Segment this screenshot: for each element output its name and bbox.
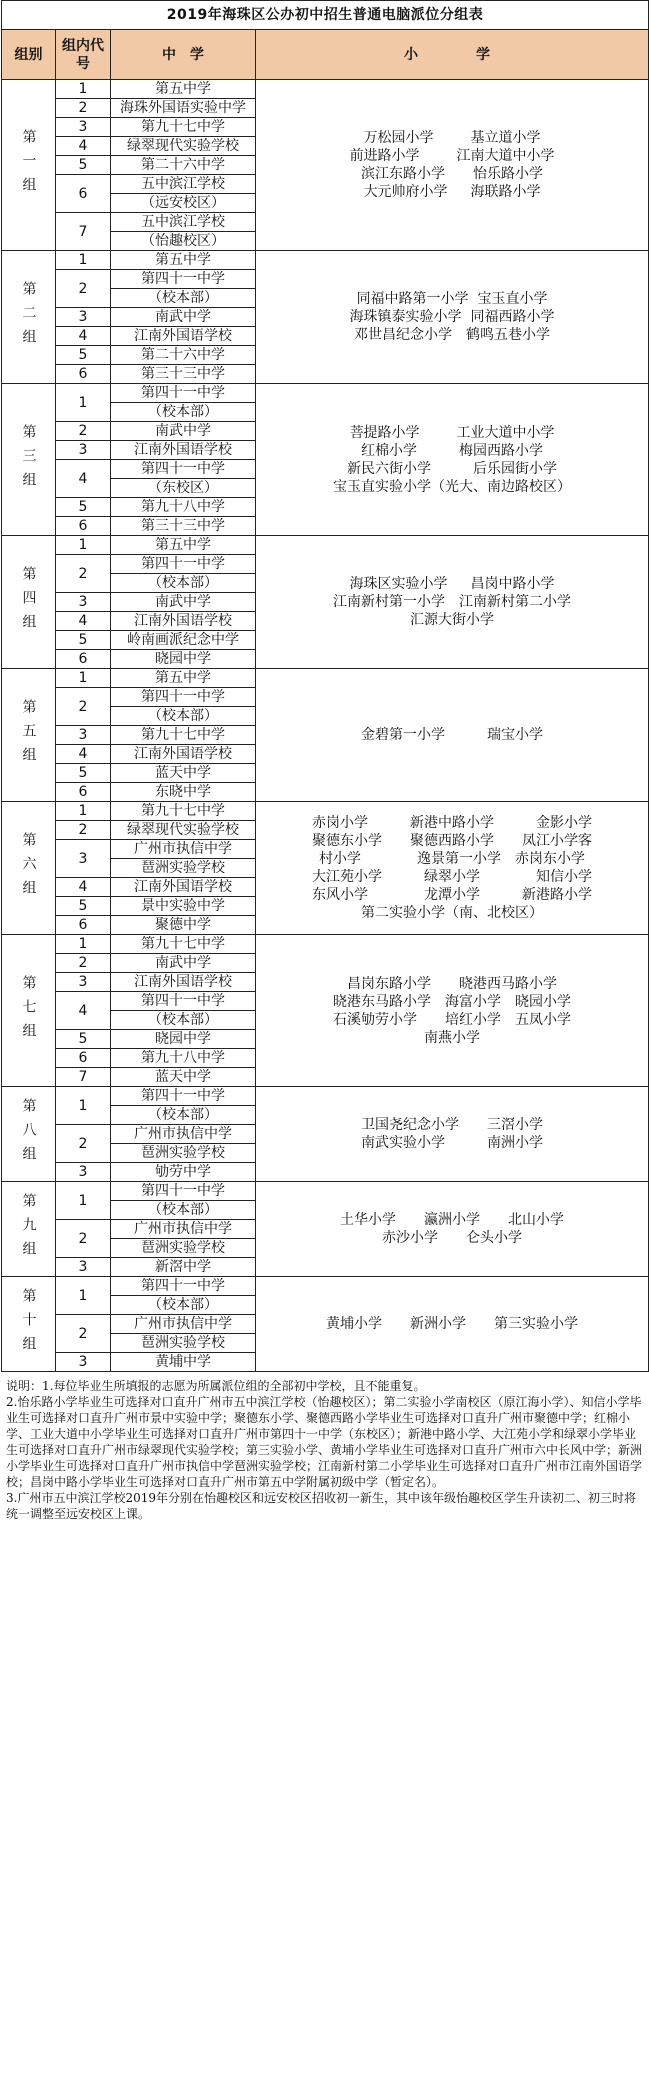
table-row xyxy=(2,1277,649,1296)
primary-school-line: 赤沙小学 仑头小学 xyxy=(382,1230,523,1246)
school-code: 1 xyxy=(56,1182,111,1220)
middle-school-name: 第九十七中学 xyxy=(111,726,256,745)
table-row xyxy=(2,384,649,403)
middle-school-name: 琶洲实验学校 xyxy=(111,1239,256,1258)
header-middle-school: 中 学 xyxy=(111,30,256,80)
header-group: 组别 xyxy=(2,30,56,80)
middle-school-name: 第四十一中学 xyxy=(111,1182,256,1201)
primary-school-line: 南武实验小学 南洲小学 xyxy=(361,1135,544,1151)
school-code: 7 xyxy=(56,1068,111,1087)
middle-school-name: 新滘中学 xyxy=(111,1258,256,1277)
group-label: 第三组 xyxy=(2,384,56,536)
middle-school-name: （校本部） xyxy=(111,1201,256,1220)
primary-school-line: 东风小学 龙潭小学 新港路小学 xyxy=(312,887,593,903)
note-paragraph: 说明：1.每位毕业生所填报的志愿为所属派位组的全部初中学校，且不能重复。 xyxy=(6,1379,426,1393)
middle-school-name: 蓝天中学 xyxy=(111,764,256,783)
school-code: 3 xyxy=(56,1163,111,1182)
table-row xyxy=(2,669,649,688)
group-label: 第四组 xyxy=(2,536,56,669)
school-code: 1 xyxy=(56,935,111,954)
middle-school-name: 第四十一中学 xyxy=(111,1277,256,1296)
group-label: 第五组 xyxy=(2,669,56,802)
middle-school-name: 第九十七中学 xyxy=(111,118,256,137)
middle-school-name: 景中实验中学 xyxy=(111,897,256,916)
primary-school-line: 海珠区实验小学 昌岗中路小学 xyxy=(349,576,555,592)
primary-school-list xyxy=(256,384,649,536)
middle-school-name: 第五中学 xyxy=(111,80,256,99)
middle-school-name: 广州市执信中学 xyxy=(111,1315,256,1334)
primary-school-list xyxy=(256,935,649,1087)
school-code: 7 xyxy=(56,213,111,251)
middle-school-name: （校本部） xyxy=(111,1296,256,1315)
school-code: 6 xyxy=(56,650,111,669)
school-code: 2 xyxy=(56,688,111,726)
middle-school-name: 琶洲实验学校 xyxy=(111,1334,256,1353)
middle-school-name: 第四十一中学 xyxy=(111,1087,256,1106)
school-code: 6 xyxy=(56,916,111,935)
middle-school-name: （远安校区） xyxy=(111,194,256,213)
school-code: 1 xyxy=(56,384,111,422)
middle-school-name: （校本部） xyxy=(111,403,256,422)
middle-school-name: 东晓中学 xyxy=(111,783,256,802)
middle-school-name: 江南外国语学校 xyxy=(111,878,256,897)
school-code: 5 xyxy=(56,498,111,517)
school-code: 2 xyxy=(56,99,111,118)
middle-school-name: 五中滨江学校 xyxy=(111,175,256,194)
middle-school-name: 琶洲实验学校 xyxy=(111,859,256,878)
middle-school-name: 第四十一中学 xyxy=(111,460,256,479)
school-code: 1 xyxy=(56,1277,111,1315)
primary-school-line: 万松园小学 基立道小学 xyxy=(363,130,541,146)
primary-school-line: 第二实验小学（南、北校区） xyxy=(361,905,544,921)
school-code: 6 xyxy=(56,1049,111,1068)
middle-school-name: 南武中学 xyxy=(111,593,256,612)
middle-school-name: 第九十七中学 xyxy=(111,802,256,821)
school-code: 4 xyxy=(56,137,111,156)
middle-school-name: 第四十一中学 xyxy=(111,555,256,574)
primary-school-list xyxy=(256,1277,649,1372)
school-code: 3 xyxy=(56,1258,111,1277)
group-label: 第九组 xyxy=(2,1182,56,1277)
table-row xyxy=(2,251,649,270)
school-code: 2 xyxy=(56,954,111,973)
middle-school-name: 南武中学 xyxy=(111,422,256,441)
middle-school-name: 第五中学 xyxy=(111,536,256,555)
school-code: 1 xyxy=(56,251,111,270)
middle-school-name: 江南外国语学校 xyxy=(111,327,256,346)
middle-school-name: 南武中学 xyxy=(111,954,256,973)
middle-school-name: 聚德中学 xyxy=(111,916,256,935)
school-code: 6 xyxy=(56,175,111,213)
group-label: 第八组 xyxy=(2,1087,56,1182)
school-code: 2 xyxy=(56,270,111,308)
school-code: 3 xyxy=(56,308,111,327)
school-code: 6 xyxy=(56,517,111,536)
primary-school-list xyxy=(256,536,649,669)
school-code: 3 xyxy=(56,118,111,137)
middle-school-name: 广州市执信中学 xyxy=(111,1220,256,1239)
school-code: 5 xyxy=(56,1030,111,1049)
middle-school-name: （校本部） xyxy=(111,1106,256,1125)
table-row xyxy=(2,935,649,954)
primary-school-line: 菩提路小学 工业大道中小学 xyxy=(349,424,555,441)
school-code: 1 xyxy=(56,802,111,821)
school-code: 4 xyxy=(56,460,111,498)
school-code: 3 xyxy=(56,593,111,612)
school-code: 3 xyxy=(56,840,111,878)
middle-school-name: 绿翠现代实验学校 xyxy=(111,821,256,840)
school-code: 6 xyxy=(56,365,111,384)
primary-school-line: 江南新村第一小学 江南新村第二小学 xyxy=(333,594,572,610)
table-row xyxy=(2,536,649,555)
table-row xyxy=(2,1087,649,1106)
primary-school-line: 晓港东马路小学 海富小学 晓园小学 xyxy=(333,993,572,1010)
school-code: 1 xyxy=(56,536,111,555)
primary-school-line: 昌岗东路小学 晓港西马路小学 xyxy=(347,975,558,992)
school-code: 4 xyxy=(56,878,111,897)
middle-school-name: 海珠外国语实验中学 xyxy=(111,99,256,118)
group-label: 第六组 xyxy=(2,802,56,935)
middle-school-name: 岭南画派纪念中学 xyxy=(111,631,256,650)
table-row xyxy=(2,1182,649,1201)
school-code: 2 xyxy=(56,422,111,441)
primary-school-line: 聚德东小学 聚德西路小学 凤江小学客 xyxy=(312,833,593,849)
school-code: 4 xyxy=(56,612,111,631)
middle-school-name: 第三十三中学 xyxy=(111,517,256,536)
school-code: 5 xyxy=(56,764,111,783)
primary-school-line: 大元帅府小学 海联路小学 xyxy=(363,184,541,200)
school-code: 5 xyxy=(56,897,111,916)
group-label: 第二组 xyxy=(2,251,56,384)
primary-school-line: 赤岗小学 新港中路小学 金影小学 xyxy=(312,815,593,831)
middle-school-name: 江南外国语学校 xyxy=(111,745,256,764)
primary-school-line: 村小学 逸景第一小学 赤岗东小学 xyxy=(319,851,586,867)
primary-school-line: 邓世昌纪念小学 鹤鸣五巷小学 xyxy=(354,327,551,343)
middle-school-name: 第四十一中学 xyxy=(111,688,256,707)
primary-school-line: 土华小学 瀛洲小学 北山小学 xyxy=(340,1212,565,1228)
primary-school-line: 大江苑小学 绿翠小学 知信小学 xyxy=(312,869,593,885)
primary-school-list xyxy=(256,1182,649,1277)
school-code: 1 xyxy=(56,669,111,688)
primary-school-list xyxy=(256,1087,649,1182)
primary-school-line: 前进路小学 江南大道中小学 xyxy=(349,148,555,164)
table-title: 2019年海珠区公办初中招生普通电脑派位分组表 xyxy=(2,1,649,30)
school-code: 4 xyxy=(56,992,111,1030)
middle-school-name: 绿翠现代实验学校 xyxy=(111,137,256,156)
middle-school-name: 第九十八中学 xyxy=(111,1049,256,1068)
middle-school-name: （校本部） xyxy=(111,289,256,308)
middle-school-name: 第五中学 xyxy=(111,251,256,270)
middle-school-name: 晓园中学 xyxy=(111,650,256,669)
middle-school-name: 第四十一中学 xyxy=(111,384,256,403)
school-code: 2 xyxy=(56,555,111,593)
school-code: 3 xyxy=(56,1353,111,1372)
middle-school-name: （校本部） xyxy=(111,707,256,726)
school-code: 1 xyxy=(56,1087,111,1125)
middle-school-name: （校本部） xyxy=(111,574,256,593)
middle-school-name: 第二十六中学 xyxy=(111,156,256,175)
middle-school-name: 第五中学 xyxy=(111,669,256,688)
allocation-table xyxy=(1,0,649,1372)
middle-school-name: 第三十三中学 xyxy=(111,365,256,384)
school-code: 3 xyxy=(56,973,111,992)
school-code: 5 xyxy=(56,631,111,650)
school-code: 4 xyxy=(56,327,111,346)
primary-school-list xyxy=(256,802,649,935)
group-label: 第七组 xyxy=(2,935,56,1087)
primary-school-line: 宝玉直实验小学（光大、南边路校区） xyxy=(333,478,572,495)
middle-school-name: 广州市执信中学 xyxy=(111,1125,256,1144)
middle-school-name: （校本部） xyxy=(111,1011,256,1030)
school-code: 5 xyxy=(56,346,111,365)
school-code: 2 xyxy=(56,821,111,840)
header-primary-school: 小 学 xyxy=(256,30,649,80)
primary-school-line: 黄埔小学 新洲小学 第三实验小学 xyxy=(326,1316,579,1332)
notes-section xyxy=(6,1378,643,1522)
header-code: 组内代号 xyxy=(56,30,111,80)
school-code: 2 xyxy=(56,1315,111,1353)
primary-school-line: 红棉小学 梅园西路小学 xyxy=(361,442,544,459)
middle-school-name: 蓝天中学 xyxy=(111,1068,256,1087)
primary-school-list xyxy=(256,251,649,384)
primary-school-line: 同福中路第一小学 宝玉直小学 xyxy=(356,291,548,307)
primary-school-line: 南燕小学 xyxy=(424,1029,481,1046)
middle-school-name: 广州市执信中学 xyxy=(111,840,256,859)
note-paragraph: 2.怡乐路小学毕业生可选择对口直升广州市五中滨江学校（怡趣校区）；第二实验小学南校区（原江海小学）、知信小学毕业生可选择对口直升广州市景中实验中学；聚德东小学、聚德西路小学毕业生可选择对口直升广州市聚德中学；红棉小学、工业大道中小学毕业生可选择对口直升广州市第四十一中学（东校区）；新港中路小学、大江苑小学和绿翠小学毕业生可选择对口直升广州市绿翠现代实验学校；第三实验小学、黄埔小学毕业生可选择对口直升广州市六中长风中学；新洲小学毕业生可选择对口直升广州市执信中学琶洲实验学校；江南新村第二小学毕业生可选择对口直升广州市江南外国语学校；昌岗中路小学毕业生可选择对口直升广州市第五中学附属初级中学（暂定名）。 xyxy=(6,1395,643,1489)
middle-school-name: 第九十八中学 xyxy=(111,498,256,517)
middle-school-name: 第四十一中学 xyxy=(111,270,256,289)
school-code: 6 xyxy=(56,783,111,802)
middle-school-name: （东校区） xyxy=(111,479,256,498)
primary-school-list xyxy=(256,669,649,802)
primary-school-line: 滨江东路小学 怡乐路小学 xyxy=(361,166,544,182)
middle-school-name: 第二十六中学 xyxy=(111,346,256,365)
header-row xyxy=(2,30,649,80)
school-code: 1 xyxy=(56,80,111,99)
middle-school-name: 琶洲实验学校 xyxy=(111,1144,256,1163)
note-paragraph: 3.广州市五中滨江学校2019年分别在怡趣校区和远安校区招收初一新生，其中该年级怡趣校区学生升读初二、初三时将统一调整至远安校区上课。 xyxy=(6,1491,636,1521)
school-code: 3 xyxy=(56,441,111,460)
table-row xyxy=(2,802,649,821)
middle-school-name: 第九十七中学 xyxy=(111,935,256,954)
school-code: 4 xyxy=(56,745,111,764)
primary-school-line: 石溪劬劳小学 培红小学 五凤小学 xyxy=(333,1011,572,1028)
middle-school-name: 江南外国语学校 xyxy=(111,441,256,460)
middle-school-name: 黄埔中学 xyxy=(111,1353,256,1372)
group-label: 第一组 xyxy=(2,80,56,251)
middle-school-name: 五中滨江学校 xyxy=(111,213,256,232)
middle-school-name: 第四十一中学 xyxy=(111,992,256,1011)
school-code: 2 xyxy=(56,1125,111,1163)
primary-school-list xyxy=(256,80,649,251)
primary-school-line: 海珠镇泰实验小学 同福西路小学 xyxy=(349,309,555,325)
school-code: 5 xyxy=(56,156,111,175)
primary-school-line: 金碧第一小学 瑞宝小学 xyxy=(361,727,544,743)
primary-school-line: 卫国尧纪念小学 三滘小学 xyxy=(361,1117,544,1133)
middle-school-name: 江南外国语学校 xyxy=(111,612,256,631)
school-code: 3 xyxy=(56,726,111,745)
middle-school-name: 劬劳中学 xyxy=(111,1163,256,1182)
middle-school-name: 晓园中学 xyxy=(111,1030,256,1049)
middle-school-name: （怡趣校区） xyxy=(111,232,256,251)
school-code: 2 xyxy=(56,1220,111,1258)
table-row xyxy=(2,80,649,99)
middle-school-name: 南武中学 xyxy=(111,308,256,327)
primary-school-line: 汇源大街小学 xyxy=(410,612,495,628)
primary-school-line: 新民六街小学 后乐园街小学 xyxy=(347,460,558,477)
group-label: 第十组 xyxy=(2,1277,56,1372)
middle-school-name: 江南外国语学校 xyxy=(111,973,256,992)
